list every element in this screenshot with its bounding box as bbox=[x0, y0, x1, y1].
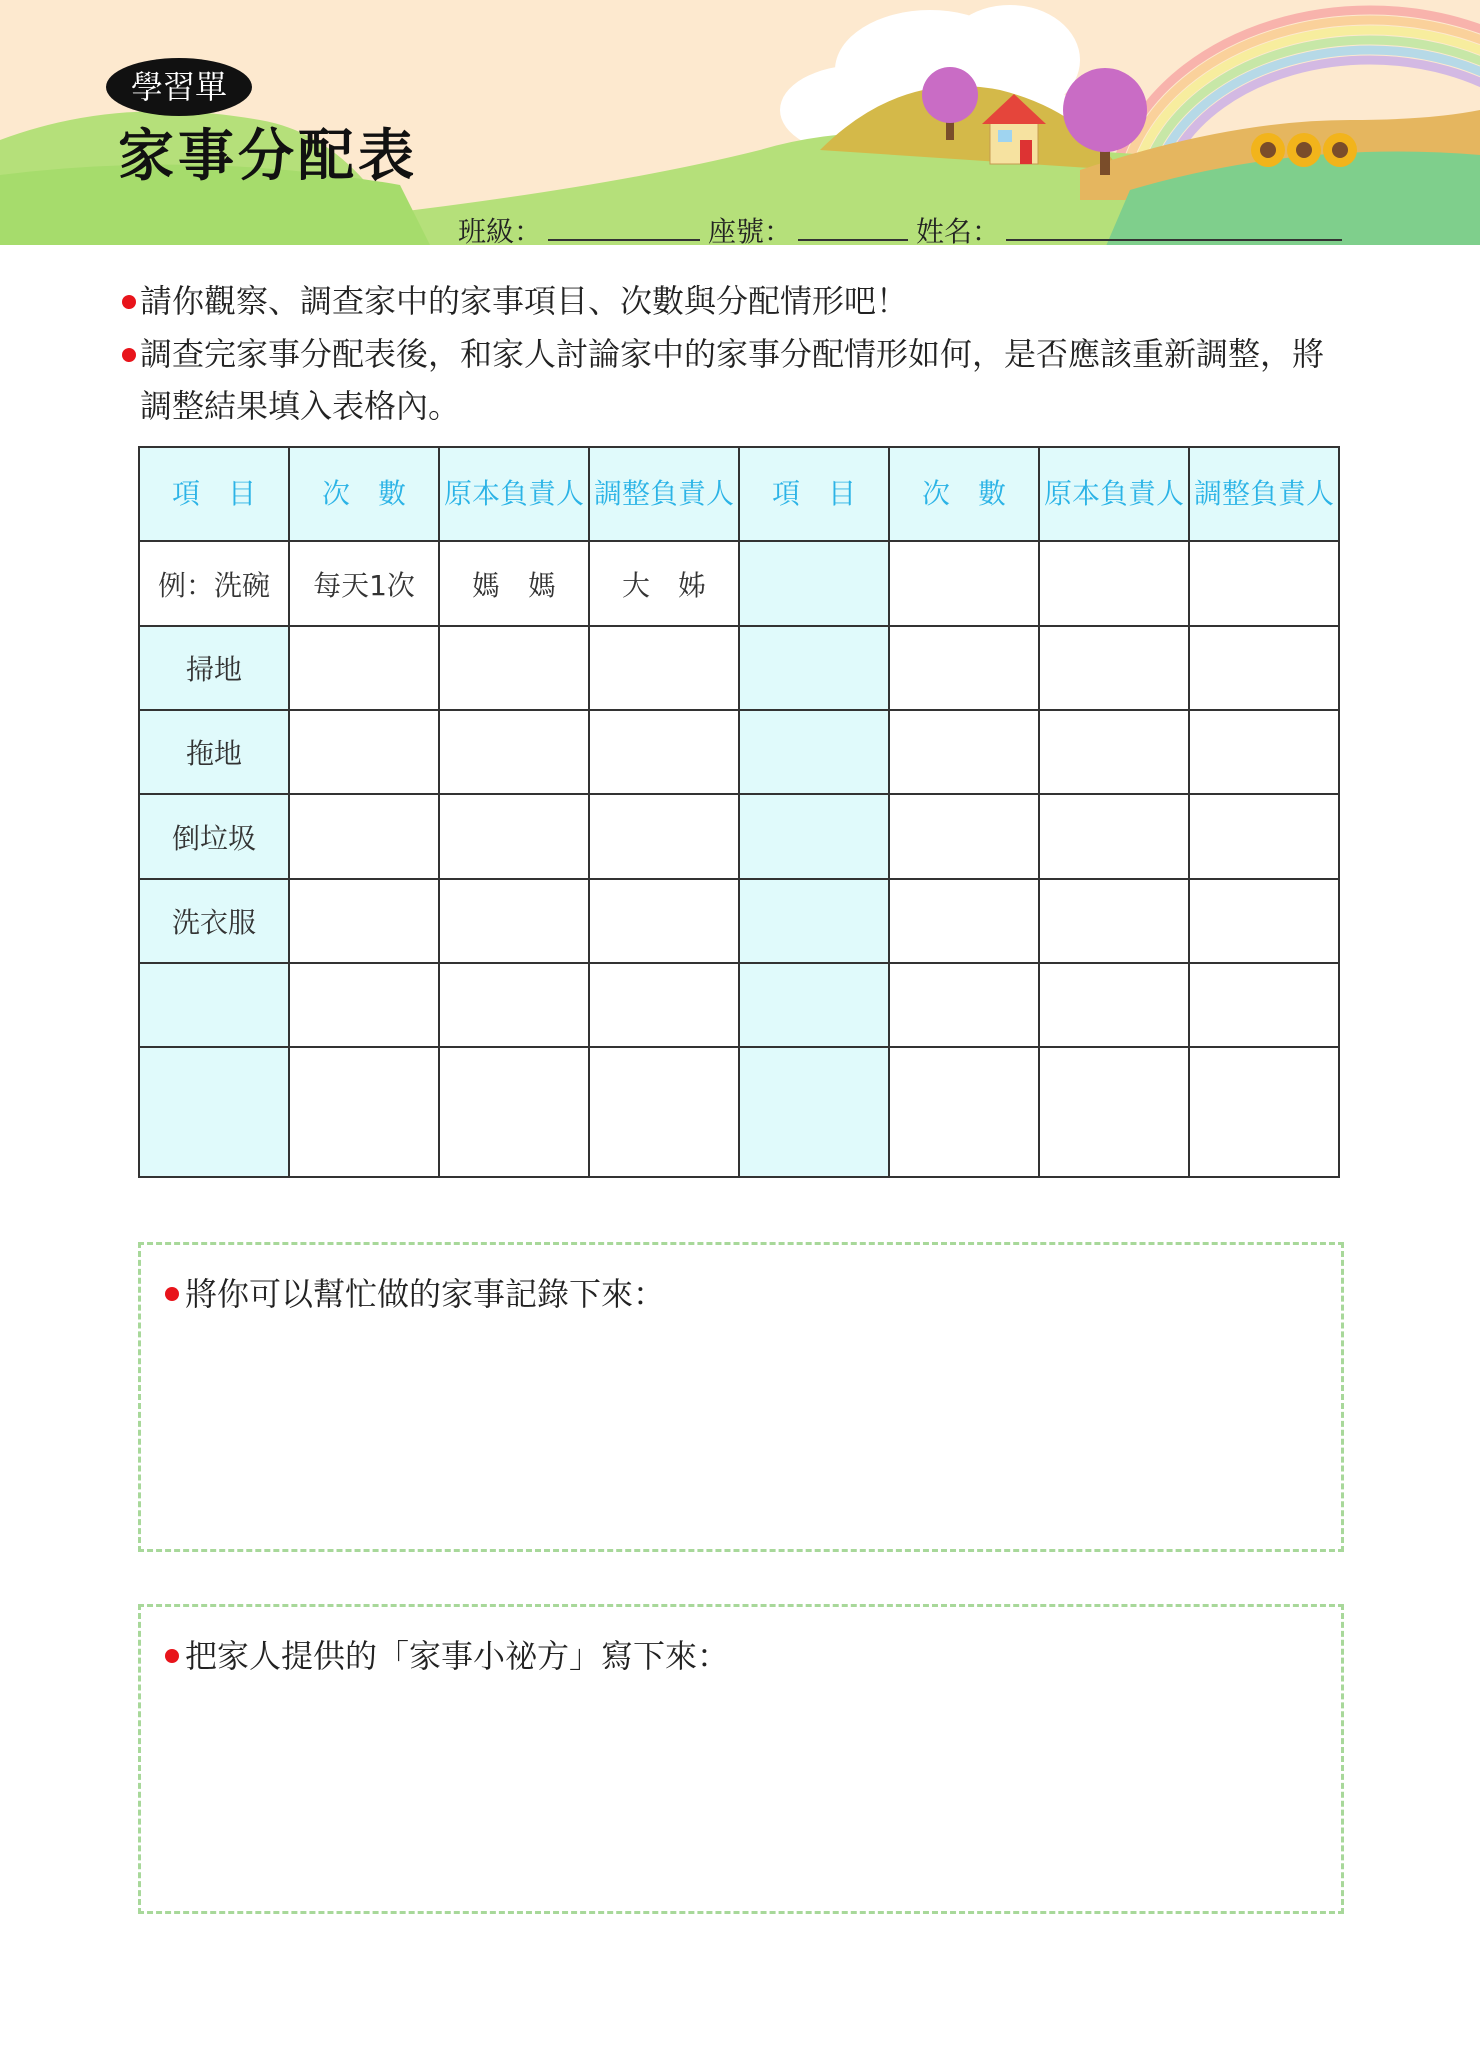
name-field[interactable] bbox=[1006, 213, 1342, 241]
frequency-cell[interactable] bbox=[289, 1047, 439, 1177]
frequency-cell[interactable] bbox=[289, 626, 439, 710]
item-cell[interactable] bbox=[739, 794, 889, 878]
adjusted-cell[interactable] bbox=[1189, 626, 1339, 710]
instruction-1 bbox=[140, 275, 908, 327]
original-cell[interactable] bbox=[439, 794, 589, 878]
item-cell: 掃地 bbox=[139, 626, 289, 710]
adjusted-cell[interactable] bbox=[1189, 794, 1339, 878]
student-info bbox=[458, 210, 1350, 250]
adjusted-cell[interactable] bbox=[1189, 710, 1339, 794]
original-cell[interactable] bbox=[439, 963, 589, 1047]
original-cell[interactable] bbox=[1039, 541, 1189, 626]
help-chores-box[interactable] bbox=[138, 1242, 1344, 1552]
table-row bbox=[139, 794, 1339, 878]
bullet-icon bbox=[122, 295, 136, 309]
worksheet-badge: 學習單 bbox=[106, 58, 252, 116]
item-cell[interactable] bbox=[739, 541, 889, 626]
adjusted-cell[interactable] bbox=[1189, 879, 1339, 963]
adjusted-cell[interactable] bbox=[589, 963, 739, 1047]
prompt-text: 把家人提供的「家事小祕方」寫下來： bbox=[185, 1637, 730, 1675]
item-cell: 洗衣服 bbox=[139, 879, 289, 963]
original-cell[interactable] bbox=[439, 626, 589, 710]
frequency-cell[interactable] bbox=[289, 710, 439, 794]
item-cell: 倒垃圾 bbox=[139, 794, 289, 878]
original-cell[interactable] bbox=[1039, 794, 1189, 878]
frequency-cell[interactable] bbox=[889, 541, 1039, 626]
seat-label: 座號： bbox=[708, 215, 793, 248]
item-cell[interactable] bbox=[139, 963, 289, 1047]
original-cell[interactable] bbox=[1039, 963, 1189, 1047]
instruction-text: 請你觀察、調查家中的家事項目、次數與分配情形吧！ bbox=[140, 282, 909, 320]
original-cell[interactable] bbox=[439, 710, 589, 794]
table-row bbox=[139, 963, 1339, 1047]
name-label: 姓名： bbox=[916, 215, 1001, 248]
adjusted-cell[interactable] bbox=[589, 794, 739, 878]
frequency-cell[interactable] bbox=[289, 794, 439, 878]
item-cell[interactable] bbox=[739, 710, 889, 794]
example-adjusted: 大 姊 bbox=[589, 541, 739, 626]
frequency-cell[interactable] bbox=[889, 626, 1039, 710]
bullet-icon bbox=[165, 1287, 179, 1301]
table-row bbox=[139, 1047, 1339, 1177]
original-cell[interactable] bbox=[1039, 1047, 1189, 1177]
original-cell[interactable] bbox=[439, 879, 589, 963]
original-cell[interactable] bbox=[1039, 710, 1189, 794]
item-cell[interactable] bbox=[739, 963, 889, 1047]
header-frequency: 次 數 bbox=[289, 447, 439, 541]
frequency-cell[interactable] bbox=[889, 1047, 1039, 1177]
adjusted-cell[interactable] bbox=[589, 626, 739, 710]
item-cell[interactable] bbox=[739, 1047, 889, 1177]
header-adjusted: 調整負責人 bbox=[589, 447, 739, 541]
item-cell[interactable] bbox=[139, 1047, 289, 1177]
table-header-row bbox=[139, 447, 1339, 541]
prompt-text: 將你可以幫忙做的家事記錄下來： bbox=[185, 1275, 666, 1313]
header-original: 原本負責人 bbox=[1039, 447, 1189, 541]
adjusted-cell[interactable] bbox=[589, 1047, 739, 1177]
family-tips-box[interactable] bbox=[138, 1604, 1344, 1914]
example-item: 例：洗碗 bbox=[139, 541, 289, 626]
header-item: 項 目 bbox=[139, 447, 289, 541]
bullet-icon bbox=[165, 1649, 179, 1663]
example-original: 媽 媽 bbox=[439, 541, 589, 626]
header-original: 原本負責人 bbox=[439, 447, 589, 541]
help-chores-prompt bbox=[185, 1269, 665, 1315]
original-cell[interactable] bbox=[439, 1047, 589, 1177]
table-row bbox=[139, 879, 1339, 963]
example-frequency: 每天1次 bbox=[289, 541, 439, 626]
header-adjusted: 調整負責人 bbox=[1189, 447, 1339, 541]
page-title: 家事分配表 bbox=[118, 124, 418, 189]
frequency-cell[interactable] bbox=[889, 794, 1039, 878]
adjusted-cell[interactable] bbox=[589, 710, 739, 794]
chore-table bbox=[138, 446, 1340, 1178]
frequency-cell[interactable] bbox=[889, 963, 1039, 1047]
table-row bbox=[139, 710, 1339, 794]
original-cell[interactable] bbox=[1039, 626, 1189, 710]
adjusted-cell[interactable] bbox=[1189, 541, 1339, 626]
flower-icon bbox=[1251, 133, 1357, 167]
bullet-icon bbox=[122, 348, 136, 362]
item-cell[interactable] bbox=[739, 626, 889, 710]
item-cell[interactable] bbox=[739, 879, 889, 963]
seat-field[interactable] bbox=[798, 213, 908, 241]
frequency-cell[interactable] bbox=[289, 963, 439, 1047]
item-cell: 拖地 bbox=[139, 710, 289, 794]
header-item: 項 目 bbox=[739, 447, 889, 541]
class-label: 班級： bbox=[458, 215, 543, 248]
instruction-text: 調查完家事分配表後，和家人討論家中的家事分配情形如何，是否應該重新調整，將調整結果填入表格內。 bbox=[140, 335, 1325, 425]
adjusted-cell[interactable] bbox=[1189, 1047, 1339, 1177]
header-frequency: 次 數 bbox=[889, 447, 1039, 541]
example-row bbox=[139, 541, 1339, 626]
adjusted-cell[interactable] bbox=[1189, 963, 1339, 1047]
instruction-2 bbox=[140, 328, 1350, 432]
frequency-cell[interactable] bbox=[889, 879, 1039, 963]
frequency-cell[interactable] bbox=[889, 710, 1039, 794]
table-row bbox=[139, 626, 1339, 710]
adjusted-cell[interactable] bbox=[589, 879, 739, 963]
family-tips-prompt bbox=[185, 1631, 729, 1677]
frequency-cell[interactable] bbox=[289, 879, 439, 963]
class-field[interactable] bbox=[548, 213, 700, 241]
original-cell[interactable] bbox=[1039, 879, 1189, 963]
